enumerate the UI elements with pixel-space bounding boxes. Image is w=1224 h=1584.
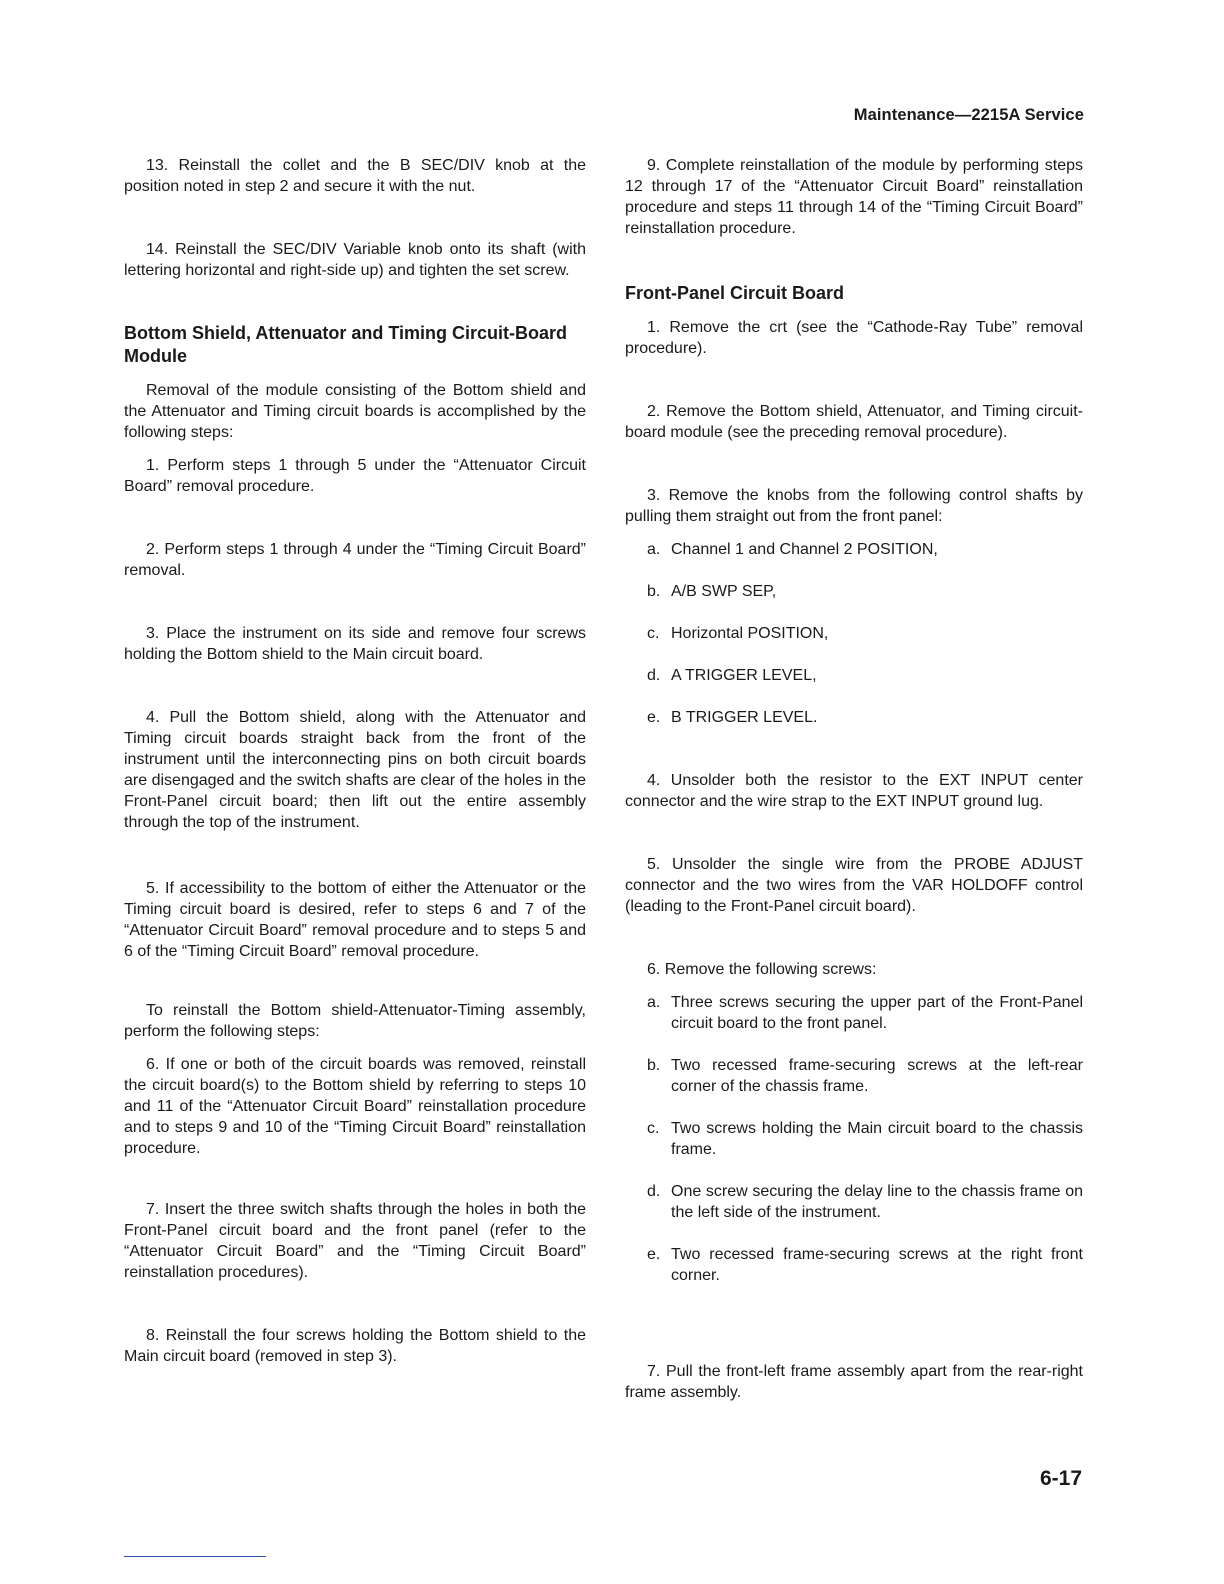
removal-step-1: 1. Perform steps 1 through 5 under the “Attenuator Circuit Board” removal procedure.: [124, 457, 586, 495]
fp-step-1: 1. Remove the crt (see the “Cathode-Ray Tube” removal procedure).: [625, 319, 1083, 357]
knob-list: [625, 539, 1083, 728]
list-item: e. B TRIGGER LEVEL.: [647, 709, 818, 726]
list-item: e. Two recessed frame-securing screws at the right front corner.: [647, 1246, 1083, 1284]
fp-step-7: 7. Pull the front-left frame assembly apart from the rear-right frame assembly.: [625, 1363, 1083, 1401]
left-column: [124, 155, 586, 1367]
running-header: Maintenance—2215A Service: [853, 106, 1084, 124]
section-heading-front-panel: Front-Panel Circuit Board: [625, 283, 845, 303]
fp-step-6: 6. Remove the following screws:: [647, 961, 877, 978]
screw-list: [625, 992, 1083, 1286]
removal-step-3: 3. Place the instrument on its side and remove four screws holding the Bottom shield to the Main circuit board.: [124, 625, 586, 663]
removal-step-4: 4. Pull the Bottom shield, along with the Attenuator and Timing circuit boards straight back from the front of the instrument until the interconnecting pins on both circuit boards are disengaged and the switch shafts are clear of the holes in the Front-Panel circuit board; then lift out the entire assembly through the top of the instrument.: [124, 709, 586, 831]
list-item: b. A/B SWP SEP,: [647, 583, 777, 600]
right-column: [625, 155, 1083, 1403]
fp-step-5: 5. Unsolder the single wire from the PROBE ADJUST connector and the two wires from the VAR HOLDOFF control (leading to the Front-Panel circuit board).: [625, 856, 1083, 915]
reinstall-step-9: 9. Complete reinstallation of the module by performing steps 12 through 17 of the “Attenuator Circuit Board” reinstallation procedure and steps 11 through 14 of the “Timing Circuit Board” reinstallation procedure.: [625, 157, 1083, 237]
reinstall-step-6: 6. If one or both of the circuit boards was removed, reinstall the circuit board(s) to the Bottom shield by referring to steps 10 and 11 of the “Attenuator Circuit Board” reinstallation procedure and to steps 9 and 10 of the “Timing Circuit Board” reinstallation procedure.: [124, 1056, 586, 1157]
reinstall-intro: To reinstall the Bottom shield-Attenuator-Timing assembly, perform the following steps:: [124, 1002, 586, 1040]
footer-rule: [124, 1556, 266, 1557]
list-item: d. One screw securing the delay line to the chassis frame on the left side of the instrument.: [647, 1183, 1083, 1221]
list-item: a. Three screws securing the upper part of the Front-Panel circuit board to the front panel.: [647, 994, 1083, 1032]
reinstall-step-8: 8. Reinstall the four screws holding the Bottom shield to the Main circuit board (removed in step 3).: [124, 1327, 586, 1365]
list-item: a. Channel 1 and Channel 2 POSITION,: [647, 541, 938, 558]
list-item: c. Two screws holding the Main circuit board to the chassis frame.: [647, 1120, 1083, 1158]
step-13: 13. Reinstall the collet and the B SEC/DIV knob at the position noted in step 2 and secure it with the nut.: [124, 157, 586, 195]
list-item: d. A TRIGGER LEVEL,: [647, 667, 817, 684]
fp-step-2: 2. Remove the Bottom shield, Attenuator, and Timing circuit-board module (see the preceding removal procedure).: [625, 403, 1083, 441]
fp-step-4: 4. Unsolder both the resistor to the EXT INPUT center connector and the wire strap to the EXT INPUT ground lug.: [625, 772, 1083, 810]
removal-step-2: 2. Perform steps 1 through 4 under the “Timing Circuit Board” removal.: [124, 541, 586, 579]
section-heading-bottom-shield: Bottom Shield, Attenuator and Timing Circuit-Board Module: [124, 323, 567, 366]
reinstall-step-7: 7. Insert the three switch shafts through the holes in both the Front-Panel circuit board and the front panel (refer to the “Attenuator Circuit Board” and the “Timing Circuit Board” reinstallation procedures).: [124, 1201, 586, 1281]
list-item: c. Horizontal POSITION,: [647, 625, 829, 642]
removal-intro: Removal of the module consisting of the Bottom shield and the Attenuator and Timing circuit boards is accomplished by the following steps:: [124, 382, 586, 441]
page-number: 6-17: [1039, 1467, 1082, 1490]
fp-step-3: 3. Remove the knobs from the following control shafts by pulling them straight out from the front panel:: [625, 487, 1083, 525]
list-item: b. Two recessed frame-securing screws at the left-rear corner of the chassis frame.: [647, 1057, 1083, 1095]
removal-step-5: 5. If accessibility to the bottom of either the Attenuator or the Timing circuit board is desired, refer to steps 6 and 7 of the “Attenuator Circuit Board” removal procedure and to steps 5 and 6 of the “Timing Circuit Board” removal procedure.: [124, 880, 586, 960]
step-14: 14. Reinstall the SEC/DIV Variable knob onto its shaft (with lettering horizontal and right-side up) and tighten the set screw.: [124, 241, 586, 279]
